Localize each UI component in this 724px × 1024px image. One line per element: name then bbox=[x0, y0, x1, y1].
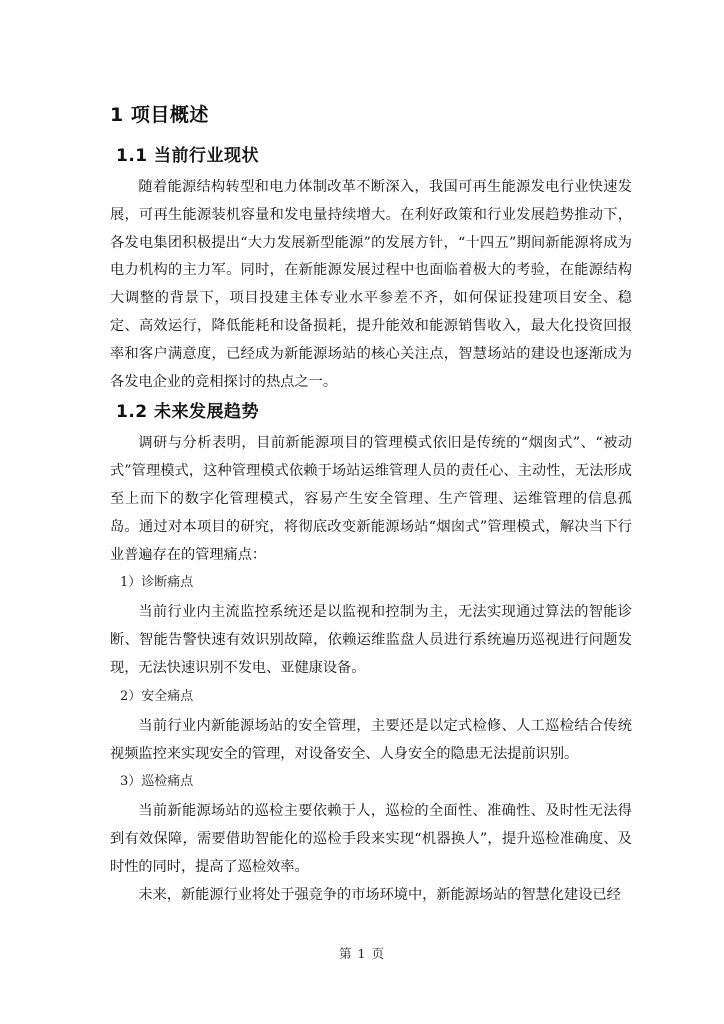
paragraph-future: 未来，新能源行业将处于强竞争的市场环境中，新能源场站的智慧化建设已经 bbox=[138, 886, 621, 903]
paragraph-inspection: 当前新能源场站的巡检主要依赖于人，巡检的全面性、准确性、及时性无法得到有效保障，需要借助智能化的巡检手段来实现“机器换人”，提升巡检准确度、及时性的同时，提高了巡检效率。 bbox=[110, 803, 632, 875]
page-content bbox=[110, 100, 632, 910]
paragraph-trends-intro: 调研与分析表明，目前新能源项目的管理模式依旧是传统的“烟囱式”、“被动式”管理模式，这种管理模式依赖于场站运维管理人员的责任心、主动性，无法形成至上而下的数字化管理模式，容易产生安全管理、生产管理、运维管理的信息孤岛。通过对本项目的研究，将彻底改变新能源场站“烟囱式”管理模式，解决当下行业普遍存在的管理痛点： bbox=[110, 435, 632, 563]
paragraph-safety: 当前行业内新能源场站的安全管理，主要还是以定式检修、人工巡检结合传统视频监控来实现安全的管理，对设备安全、人身安全的隐患无法提前识别。 bbox=[110, 717, 632, 762]
list-item-inspection: 3）巡检痛点 bbox=[120, 774, 194, 790]
chapter-heading: 1 项目概述 bbox=[110, 104, 209, 126]
section-heading-1-2: 1.2 未来发展趋势 bbox=[116, 402, 260, 423]
list-item-safety: 2）安全痛点 bbox=[120, 688, 194, 704]
paragraph-industry-status: 随着能源结构转型和电力体制改革不断深入，我国可再生能源发电行业快速发展，可再生能源装机容量和发电量持续增大。在利好政策和行业发展趋势推动下，各发电集团积极提出“大力发展新型能源”的发展方针，“十四五”期间新能源将成为电力机构的主力军。同时，在新能源发展过程中也面临着极大的考验，在能源结构大调整的背景下，项目投建主体专业水平参差不齐，如何保证投建项目安全、稳定、高效运行，降低能耗和设备损耗，提升能效和能源销售收入，最大化投资回报率和客户满意度，已经成为新能源场站的核心关注点，智慧场站的建设也逐渐成为各发电企业的竞相探讨的热点之一。 bbox=[110, 179, 632, 390]
list-item-diagnosis: 1）诊断痛点 bbox=[120, 575, 194, 591]
paragraph-diagnosis: 当前行业内主流监控系统还是以监视和控制为主，无法实现通过算法的智能诊断、智能告警快速有效识别故障，依赖运维监盘人员进行系统遍历巡视进行问题发现，无法快速识别不发电、亚健康设备。 bbox=[110, 604, 632, 676]
page-number: 第 1 页 bbox=[339, 946, 385, 961]
section-heading-1-1: 1.1 当前行业现状 bbox=[116, 146, 260, 166]
